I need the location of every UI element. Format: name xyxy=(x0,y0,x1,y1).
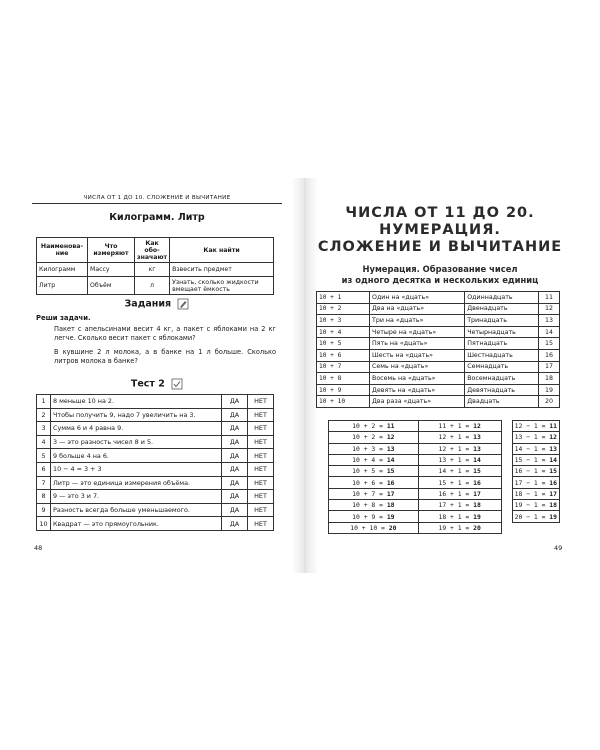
expression: 15 − 1 = xyxy=(514,456,546,465)
test-item-question: Сумма 6 и 4 равна 9. xyxy=(51,422,222,436)
addition-cell xyxy=(418,443,501,454)
subtraction-cell xyxy=(512,443,559,454)
expression: 10 + 8 = xyxy=(352,501,383,510)
test-item-number: 3 xyxy=(37,422,51,436)
addition-cell xyxy=(418,421,501,432)
yes-option: ДА xyxy=(222,503,248,517)
no-option: НЕТ xyxy=(248,408,274,422)
result: 11 xyxy=(539,292,560,304)
test-item-question: 8 меньше 10 на 2. xyxy=(51,395,222,409)
no-option: НЕТ xyxy=(248,449,274,463)
subtraction-cell xyxy=(512,466,559,477)
expression: 10 + 5 = xyxy=(352,467,383,476)
chapter-title xyxy=(316,205,564,256)
yes-option: ДА xyxy=(222,449,248,463)
subtitle-line: Нумерация. Образование чисел xyxy=(362,264,518,274)
expression: 10 + 4 xyxy=(317,326,370,338)
table-gap xyxy=(501,466,512,477)
answer: 18 xyxy=(549,501,557,510)
empty-cell xyxy=(512,522,559,533)
expression: 10 + 7 xyxy=(317,361,370,373)
yes-option: ДА xyxy=(222,395,248,409)
yes-option: ДА xyxy=(222,517,248,531)
table-cell: Массу xyxy=(88,263,135,277)
test-row xyxy=(37,422,274,436)
number-word: Одиннадцать xyxy=(465,292,539,304)
number-word: Восемнадцать xyxy=(465,373,539,385)
number-word: Шестнадцать xyxy=(465,349,539,361)
test-row xyxy=(37,395,274,409)
table-cell: Килограмм xyxy=(37,263,88,277)
expression: 20 − 1 = xyxy=(514,512,546,521)
number-word: Двенадцать xyxy=(465,303,539,315)
answer: 16 xyxy=(386,478,395,487)
numeration-row xyxy=(317,338,560,350)
expression: 10 + 2 xyxy=(317,303,370,315)
table-gap xyxy=(501,500,512,511)
yes-option: ДА xyxy=(222,422,248,436)
phrase: Шесть на «дцать» xyxy=(370,349,465,361)
column-header: Что измеряют xyxy=(88,238,135,263)
result: 19 xyxy=(539,384,560,396)
test-item-question: Литр — это единица измерения объёма. xyxy=(51,476,222,490)
answer: 12 xyxy=(473,422,481,431)
table-cell: л xyxy=(135,277,170,295)
expression: 10 + 4 = xyxy=(352,456,383,465)
answer: 17 xyxy=(386,489,395,498)
test-item-number: 2 xyxy=(37,408,51,422)
addition-table xyxy=(328,420,560,534)
addition-row xyxy=(329,511,560,522)
subtitle-line: из одного десятка и нескольких единиц xyxy=(341,275,539,285)
expression: 17 − 1 = xyxy=(514,478,546,487)
expression: 10 + 7 = xyxy=(352,489,383,498)
expression: 18 + 1 = xyxy=(438,512,470,521)
phrase: Пять на «дцать» xyxy=(370,338,465,350)
subtraction-cell xyxy=(512,454,559,465)
test-item-question: 10 − 4 = 3 + 3 xyxy=(51,462,222,476)
answer: 17 xyxy=(473,489,481,498)
result: 17 xyxy=(539,361,560,373)
test-row xyxy=(37,462,274,476)
addition-cell xyxy=(329,488,419,499)
test-row xyxy=(37,517,274,531)
phrase: Один на «дцать» xyxy=(370,292,465,304)
answer: 15 xyxy=(386,467,395,476)
table-header-row xyxy=(37,238,274,263)
result: 14 xyxy=(539,326,560,338)
addition-cell xyxy=(418,477,501,488)
answer: 19 xyxy=(549,512,557,521)
test-item-number: 10 xyxy=(37,517,51,531)
numeration-row xyxy=(317,384,560,396)
numeration-row xyxy=(317,315,560,327)
chapter-title-line: ЧИСЛА ОТ 11 ДО 20. xyxy=(345,205,535,221)
solve-label: Реши задачи. xyxy=(36,314,91,322)
answer: 20 xyxy=(473,523,481,532)
table-gap xyxy=(501,443,512,454)
expression: 10 + 3 = xyxy=(352,444,383,453)
test-item-question: Разность всегда больше уменьшаемого. xyxy=(51,503,222,517)
book-gutter xyxy=(292,178,318,573)
answer: 13 xyxy=(549,444,557,453)
addition-row xyxy=(329,443,560,454)
test-item-number: 9 xyxy=(37,503,51,517)
answer: 18 xyxy=(386,501,395,510)
running-header: ЧИСЛА ОТ 1 ДО 10. СЛОЖЕНИЕ И ВЫЧИТАНИЕ xyxy=(32,195,282,204)
no-option: НЕТ xyxy=(248,490,274,504)
answer: 11 xyxy=(549,422,557,431)
result: 15 xyxy=(539,338,560,350)
expression: 10 + 9 xyxy=(317,384,370,396)
answer: 15 xyxy=(549,467,557,476)
expression: 10 + 8 xyxy=(317,373,370,385)
expression: 15 + 1 = xyxy=(438,478,470,487)
addition-cell xyxy=(329,432,419,443)
expression: 10 + 2 = xyxy=(352,422,383,431)
answer: 14 xyxy=(473,456,481,465)
answer: 13 xyxy=(386,444,395,453)
test-item-number: 6 xyxy=(37,462,51,476)
answer: 19 xyxy=(386,512,395,521)
answer: 14 xyxy=(549,456,557,465)
numeration-row xyxy=(317,349,560,361)
table-gap xyxy=(501,421,512,432)
addition-row xyxy=(329,432,560,443)
test-row xyxy=(37,503,274,517)
addition-cell xyxy=(418,432,501,443)
answer: 13 xyxy=(473,444,481,453)
test-row xyxy=(37,435,274,449)
number-word: Двадцать xyxy=(465,396,539,408)
addition-cell xyxy=(418,454,501,465)
tasks-title: Задания xyxy=(124,298,172,310)
result: 16 xyxy=(539,349,560,361)
expression: 13 + 1 = xyxy=(438,456,470,465)
addition-row xyxy=(329,466,560,477)
test-row xyxy=(37,408,274,422)
test-heading xyxy=(32,378,282,390)
numeration-table xyxy=(316,291,560,408)
answer: 13 xyxy=(473,433,481,442)
phrase: Два на «дцать» xyxy=(370,303,465,315)
expression: 10 + 6 = xyxy=(352,478,383,487)
expression: 12 + 1 = xyxy=(438,444,470,453)
addition-cell xyxy=(418,522,501,533)
answer: 17 xyxy=(549,489,557,498)
yes-option: ДА xyxy=(222,462,248,476)
result: 20 xyxy=(539,396,560,408)
expression: 16 − 1 = xyxy=(514,467,546,476)
phrase: Восемь на «дцать» xyxy=(370,373,465,385)
test-table xyxy=(36,394,274,531)
expression: 10 + 3 xyxy=(317,315,370,327)
addition-cell xyxy=(418,488,501,499)
table-cell: Взвесить предмет xyxy=(170,263,274,277)
no-option: НЕТ xyxy=(248,422,274,436)
answer: 15 xyxy=(473,467,481,476)
column-header: Как обо-значают xyxy=(135,238,170,263)
yes-option: ДА xyxy=(222,490,248,504)
number-word: Пятнадцать xyxy=(465,338,539,350)
table-cell: Объём xyxy=(88,277,135,295)
number-word: Девятнадцать xyxy=(465,384,539,396)
expression: 17 + 1 = xyxy=(438,501,470,510)
numeration-row xyxy=(317,361,560,373)
test-item-number: 4 xyxy=(37,435,51,449)
numeration-row xyxy=(317,292,560,304)
addition-row xyxy=(329,522,560,533)
addition-cell xyxy=(329,500,419,511)
yes-option: ДА xyxy=(222,476,248,490)
addition-cell xyxy=(418,466,501,477)
subtraction-cell xyxy=(512,477,559,488)
expression: 16 + 1 = xyxy=(438,489,470,498)
no-option: НЕТ xyxy=(248,517,274,531)
column-header: Как найти xyxy=(170,238,274,263)
expression: 14 − 1 = xyxy=(514,444,546,453)
addition-row xyxy=(329,500,560,511)
table-cell: Узнать, сколько жидкости вмещает ёмкость xyxy=(170,277,274,295)
expression: 19 + 1 = xyxy=(438,523,470,532)
table-gap xyxy=(501,477,512,488)
expression: 10 + 9 = xyxy=(352,512,383,521)
test-title: Тест 2 xyxy=(130,378,165,390)
no-option: НЕТ xyxy=(248,503,274,517)
test-item-number: 1 xyxy=(37,395,51,409)
expression: 12 − 1 = xyxy=(514,422,546,431)
addition-cell xyxy=(329,477,419,488)
phrase: Семь на «дцать» xyxy=(370,361,465,373)
numeration-row xyxy=(317,326,560,338)
no-option: НЕТ xyxy=(248,435,274,449)
answer: 12 xyxy=(549,433,557,442)
table-gap xyxy=(501,511,512,522)
addition-cell xyxy=(329,421,419,432)
test-row xyxy=(37,490,274,504)
test-item-question: 9 больше 4 на 6. xyxy=(51,449,222,463)
addition-cell xyxy=(329,443,419,454)
test-item-number: 7 xyxy=(37,476,51,490)
tasks-heading xyxy=(32,298,282,310)
test-item-number: 5 xyxy=(37,449,51,463)
phrase: Четыре на «дцать» xyxy=(370,326,465,338)
addition-cell xyxy=(329,522,419,533)
expression: 10 + 5 xyxy=(317,338,370,350)
phrase: Девять на «дцать» xyxy=(370,384,465,396)
answer: 16 xyxy=(549,478,557,487)
answer: 19 xyxy=(473,512,481,521)
table-gap xyxy=(501,488,512,499)
subtraction-cell xyxy=(512,432,559,443)
answer: 12 xyxy=(386,433,395,442)
left-page xyxy=(32,195,282,528)
answer: 20 xyxy=(388,523,397,532)
test-item-question: 9 — это 3 и 7. xyxy=(51,490,222,504)
expression: 18 − 1 = xyxy=(514,489,546,498)
no-option: НЕТ xyxy=(248,395,274,409)
number-word: Семнадцать xyxy=(465,361,539,373)
pencil-icon xyxy=(177,298,189,310)
expression: 10 + 10 = xyxy=(350,523,385,532)
subtraction-cell xyxy=(512,511,559,522)
test-item-question: Квадрат — это прямоугольник. xyxy=(51,517,222,531)
column-header: Наименова-ние xyxy=(37,238,88,263)
no-option: НЕТ xyxy=(248,476,274,490)
section-subtitle xyxy=(316,264,564,286)
subtraction-cell xyxy=(512,488,559,499)
answer: 11 xyxy=(386,422,395,431)
subtraction-cell xyxy=(512,500,559,511)
expression: 13 − 1 = xyxy=(514,433,546,442)
phrase: Три на «дцать» xyxy=(370,315,465,327)
section-title: Килограмм. Литр xyxy=(109,212,205,223)
table-gap xyxy=(501,454,512,465)
task-2: В кувшине 2 л молока, а в банке на 1 л больше. Сколько литров молока в банке? xyxy=(54,348,276,366)
chapter-title-line: СЛОЖЕНИЕ И ВЫЧИТАНИЕ xyxy=(317,239,563,255)
expression: 12 + 1 = xyxy=(438,433,470,442)
result: 18 xyxy=(539,373,560,385)
expression: 14 + 1 = xyxy=(438,467,470,476)
numeration-row xyxy=(317,396,560,408)
table-row xyxy=(37,277,274,295)
expression: 10 + 1 xyxy=(317,292,370,304)
test-row xyxy=(37,449,274,463)
number-word: Тринадцать xyxy=(465,315,539,327)
test-row xyxy=(37,476,274,490)
test-item-question: 3 — это разность чисел 8 и 5. xyxy=(51,435,222,449)
no-option: НЕТ xyxy=(248,462,274,476)
addition-cell xyxy=(329,511,419,522)
addition-cell xyxy=(418,511,501,522)
table-gap xyxy=(501,522,512,533)
addition-row xyxy=(329,421,560,432)
yes-option: ДА xyxy=(222,435,248,449)
addition-row xyxy=(329,477,560,488)
page-number-left: 48 xyxy=(34,544,43,552)
result: 13 xyxy=(539,315,560,327)
page-number-right: 49 xyxy=(554,544,563,552)
table-cell: кг xyxy=(135,263,170,277)
expression: 10 + 6 xyxy=(317,349,370,361)
expression: 10 + 2 = xyxy=(352,433,383,442)
table-cell: Литр xyxy=(37,277,88,295)
expression: 10 + 10 xyxy=(317,396,370,408)
test-item-question: Чтобы получить 9, надо 7 увеличить на 3. xyxy=(51,408,222,422)
addition-row xyxy=(329,488,560,499)
subtraction-cell xyxy=(512,421,559,432)
units-table xyxy=(36,237,274,295)
numeration-row xyxy=(317,373,560,385)
addition-cell xyxy=(418,500,501,511)
addition-row xyxy=(329,454,560,465)
answer: 14 xyxy=(386,456,395,465)
numeration-row xyxy=(317,303,560,315)
checklist-icon xyxy=(171,378,183,390)
answer: 18 xyxy=(473,501,481,510)
answer: 16 xyxy=(473,478,481,487)
task-1: Пакет с апельсинами весит 4 кг, а пакет с яблоками на 2 кг легче. Сколько весит пакет с яблоками? xyxy=(54,325,276,343)
test-item-number: 8 xyxy=(37,490,51,504)
expression: 11 + 1 = xyxy=(438,422,470,431)
addition-cell xyxy=(329,466,419,477)
table-gap xyxy=(501,432,512,443)
yes-option: ДА xyxy=(222,408,248,422)
chapter-title-line: НУМЕРАЦИЯ. xyxy=(379,222,501,238)
table-row xyxy=(37,263,274,277)
phrase: Два раза «дцать» xyxy=(370,396,465,408)
expression: 19 − 1 = xyxy=(514,501,546,510)
addition-cell xyxy=(329,454,419,465)
result: 12 xyxy=(539,303,560,315)
number-word: Четырнадцать xyxy=(465,326,539,338)
